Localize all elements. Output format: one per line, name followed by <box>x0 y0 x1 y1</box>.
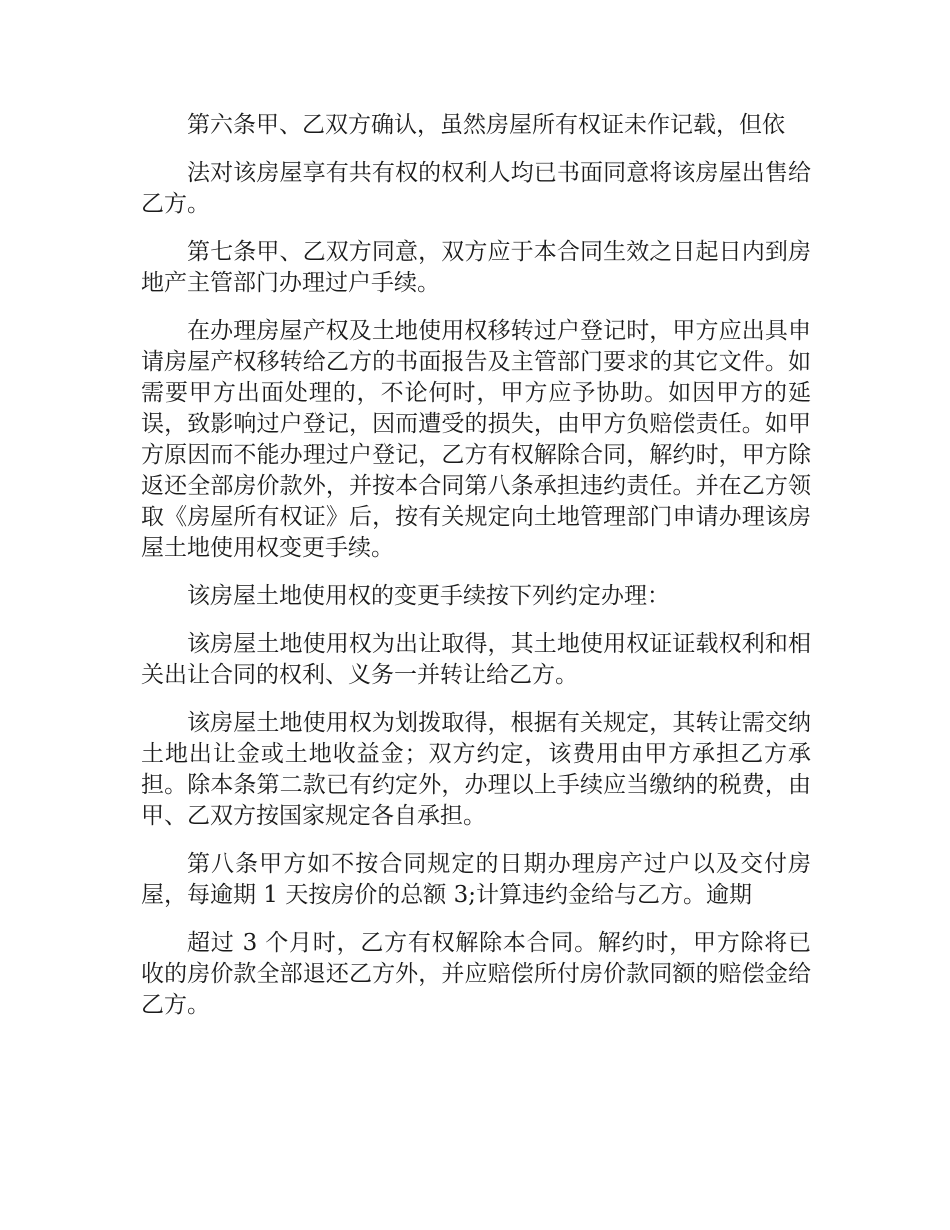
paragraph-land-use-allocation: 该房屋土地使用权为划拨取得，根据有关规定，其转让需交纳土地出让金或土地收益金；双方约定，该费用由甲方承担乙方承担。除本条第二款已有约定外，办理以上手续应当缴纳的税费，由甲、乙双方按国家规定各自承担。 <box>141 710 811 829</box>
paragraph-article-7: 第七条甲、乙双方同意，双方应于本合同生效之日起日内到房地产主管部门办理过户手续。 <box>141 239 811 296</box>
paragraph-termination: 超过 3 个月时，乙方有权解除本合同。解约时，甲方除将已收的房价款全部退还乙方外，并应赔偿所付房价款同额的赔偿金给乙方。 <box>141 930 811 1018</box>
paragraph-transfer-registration: 在办理房屋产权及土地使用权移转过户登记时，甲方应出具申请房屋产权移转给乙方的书面报告及主管部门要求的其它文件。如需要甲方出面处理的，不论何时，甲方应予协助。如因甲方的延误，致影响过户登记，因而遭受的损失，由甲方负赔偿责任。如甲方原因而不能办理过户登记，乙方有权解除合同，解约时，甲方除返还全部房价款外，并按本合同第八条承担违约责任。并在乙方领取《房屋所有权证》后，按有关规定向土地管理部门申请办理该房屋土地使用权变更手续。 <box>141 318 811 561</box>
paragraph-land-use-transfer: 该房屋土地使用权为出让取得，其土地使用权证证载权利和相关出让合同的权利、义务一并转让给乙方。 <box>141 631 811 688</box>
paragraph-land-use-intro: 该房屋土地使用权的变更手续按下列约定办理： <box>187 583 670 609</box>
paragraph-co-owner-consent: 法对该房屋享有共有权的权利人均已书面同意将该房屋出售给乙方。 <box>141 160 811 217</box>
document-body <box>141 110 811 1038</box>
paragraph-article-8: 第八条甲方如不按合同规定的日期办理房产过户以及交付房屋，每逾期 1 天按房价的总额 3;计算违约金给与乙方。逾期 <box>141 851 811 908</box>
paragraph-article-6: 第六条甲、乙双方确认，虽然房屋所有权证未作记载，但依 <box>187 112 785 138</box>
